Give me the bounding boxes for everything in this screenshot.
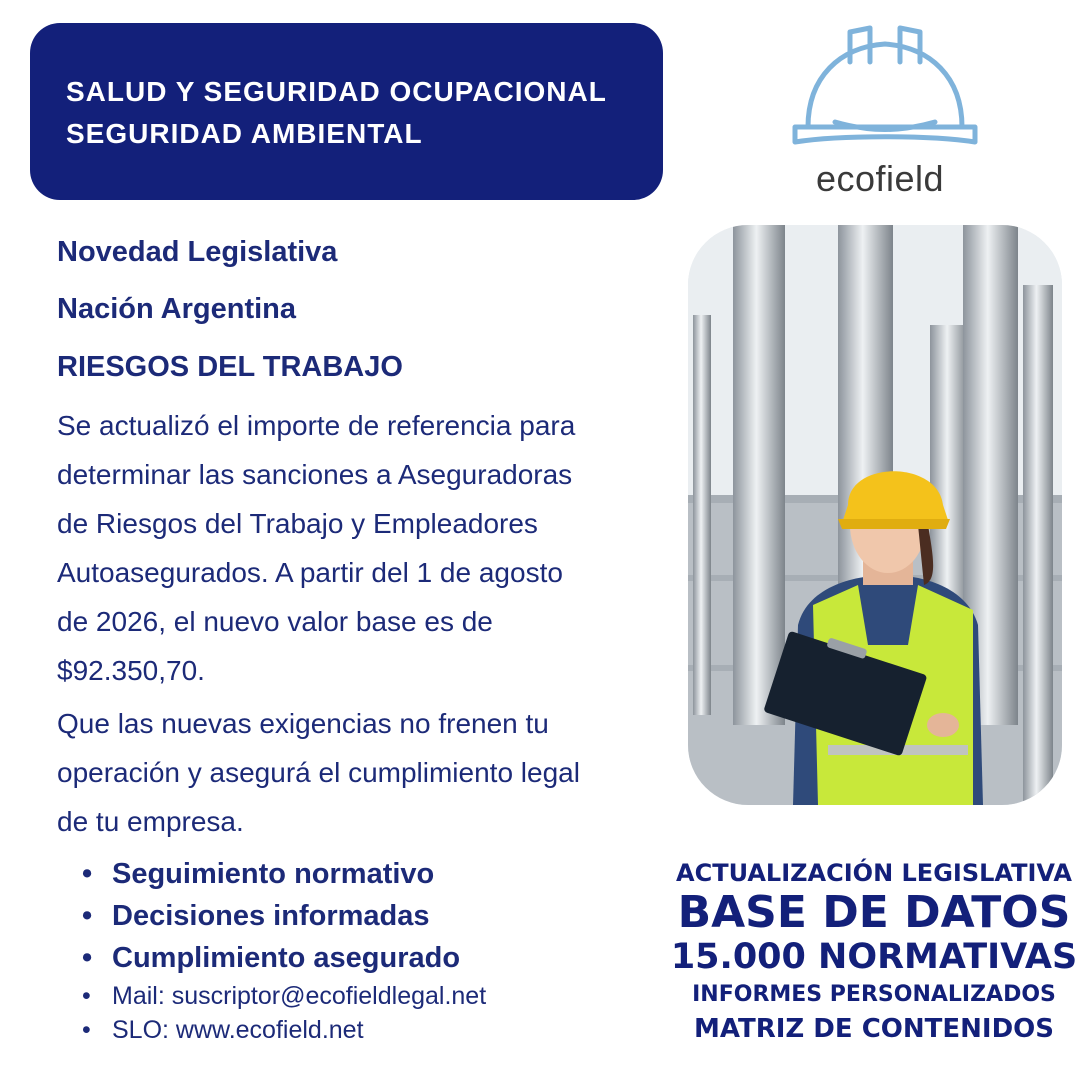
heading-novedad: Novedad Legislativa: [57, 236, 338, 268]
promo-line-informes: INFORMES PERSONALIZADOS: [692, 982, 1056, 1007]
heading-riesgos: RIESGOS DEL TRABAJO: [57, 351, 403, 383]
paragraph-update: [57, 401, 667, 695]
header-banner: [30, 23, 663, 200]
list-item: • Seguimiento normativo: [82, 853, 486, 895]
paragraph-cta: [57, 699, 667, 846]
benefits-list: [82, 853, 486, 1047]
promo-block: [668, 856, 1080, 1046]
heading-nacion: Nación Argentina: [57, 293, 297, 325]
promo-line-base-datos: BASE DE DATOS: [677, 887, 1071, 938]
promo-line-normativas: 15.000 NORMATIVAS: [670, 937, 1078, 977]
brand-logo-text: ecofield: [815, 158, 945, 199]
worker-photo: [688, 225, 1062, 805]
paragraph-line: Autoasegurados. A partir del 1 de agosto: [57, 557, 563, 588]
banner-title-line1: SALUD Y SEGURIDAD OCUPACIONAL: [66, 76, 607, 107]
list-item: • Decisiones informadas: [82, 895, 486, 937]
list-item: • Cumplimiento asegurado: [82, 937, 486, 979]
paragraph-line: operación y asegurá el cumplimiento legal: [57, 757, 580, 788]
paragraph-line: de tu empresa.: [57, 806, 244, 837]
promo-line-actualizacion: ACTUALIZACIÓN LEGISLATIVA: [676, 859, 1072, 887]
paragraph-line: determinar las sanciones a Aseguradoras: [57, 459, 573, 490]
paragraph-line: Se actualizó el importe de referencia para: [57, 410, 576, 441]
promo-line-matriz: MATRIZ DE CONTENIDOS: [694, 1014, 1054, 1044]
email-contact[interactable]: • Mail: suscriptor@ecofieldlegal.net: [82, 979, 486, 1013]
paragraph-line: $92.350,70.: [57, 655, 205, 686]
website-link[interactable]: • SLO: www.ecofield.net: [82, 1013, 486, 1047]
banner-title-line2: SEGURIDAD AMBIENTAL: [66, 118, 423, 149]
paragraph-line: de 2026, el nuevo valor base es de: [57, 606, 493, 637]
paragraph-line: de Riesgos del Trabajo y Empleadores: [57, 508, 538, 539]
paragraph-line: Que las nuevas exigencias no frenen tu: [57, 708, 549, 739]
worker-photo-illustration: [688, 225, 1062, 805]
